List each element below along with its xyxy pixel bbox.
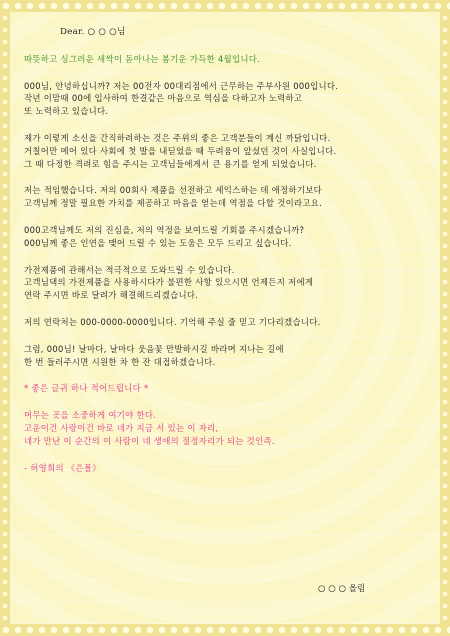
paragraph-6: 저의 연락처는 000-0000-0000입니다. 기억해 주실 줄 믿고 기다리겠습니다. <box>24 316 321 327</box>
poem-heading: * 좋은 글귀 하나 적어드립니다 * <box>24 383 149 394</box>
decorative-right-border <box>440 12 450 624</box>
signature: ○ ○ ○ 올림 <box>318 584 366 594</box>
paragraph-5: 가전제품에 관해서는 적극적으로 도와드릴 수 있습니다. 고객님댁의 가전제품을 사용하시다가 불편한 사항 있으시면 언제든지 저에게 연락 주시면 바로 달려가 해결해드리겠습니다. <box>24 264 314 301</box>
decorative-left-border <box>0 12 10 624</box>
poem-text: 머무는 곳을 소중하게 여기야 한다. 고운이건 사랑이건 바로 네가 지금 서 있는 이 자리, 네가 만난 이 순간의 이 사람이 네 생애의 절정자리가 되는 것인즉. <box>24 410 275 446</box>
greeting: Dear. ○ ○ ○님 <box>60 27 126 37</box>
paragraph-2: 제가 이렇게 소신을 간직하려하는 것은 주위의 좋은 고객분들이 계신 까닭입니다. 거칠어만 메어 있다 사회에 첫 발을 내딛었을 때 두려움이 앞섰던 것이 사실입니다. 그 때 다정한 격려로 힘을 주시는 고객님들에게서 큰 용기를 얻게 되었습니다. <box>24 132 337 169</box>
poem-source: - 허영희의 《은몰》 <box>24 462 101 473</box>
paragraph-1: 000님, 안녕하십니까? 저는 00전자 00대리점에서 근무하는 주부사원 000입니다. 작년 이맘때 00에 입사하여 한결같은 마음으로 역심을 다하고자 노력하고 또 노력하고 있습니다. <box>24 80 339 117</box>
intro-line: 따뜻하고 싱그러운 새싹이 돋아나는 봄기운 가득한 4월입니다. <box>24 53 261 64</box>
letter-body <box>24 26 424 488</box>
paragraph-3: 저는 적임했습니다. 저의 00회사 제품을 선전하고 세익스하는 데 애정하기보다 고객님께 정말 필요한 가치를 제공하고 마음을 얻는데 역점을 다할 것이라고요. <box>24 185 323 209</box>
paragraph-7: 그럼, 000님! 날마다, 날마다 웃음꽃 만발하시길 바라며 지나는 길에 한 번 들러주시면 시원한 차 한 잔 대접하겠습니다. <box>24 343 284 367</box>
decorative-top-border <box>0 0 450 12</box>
paragraph-4: 000고객님께도 저의 진심을, 저의 역정을 보여드릴 기회를 주시겠습니까? 000님께 좋은 인연을 맺어 드릴 수 있는 도움은 모두 드리고 싶습니다. <box>24 224 305 248</box>
decorative-bottom-border <box>0 624 450 636</box>
